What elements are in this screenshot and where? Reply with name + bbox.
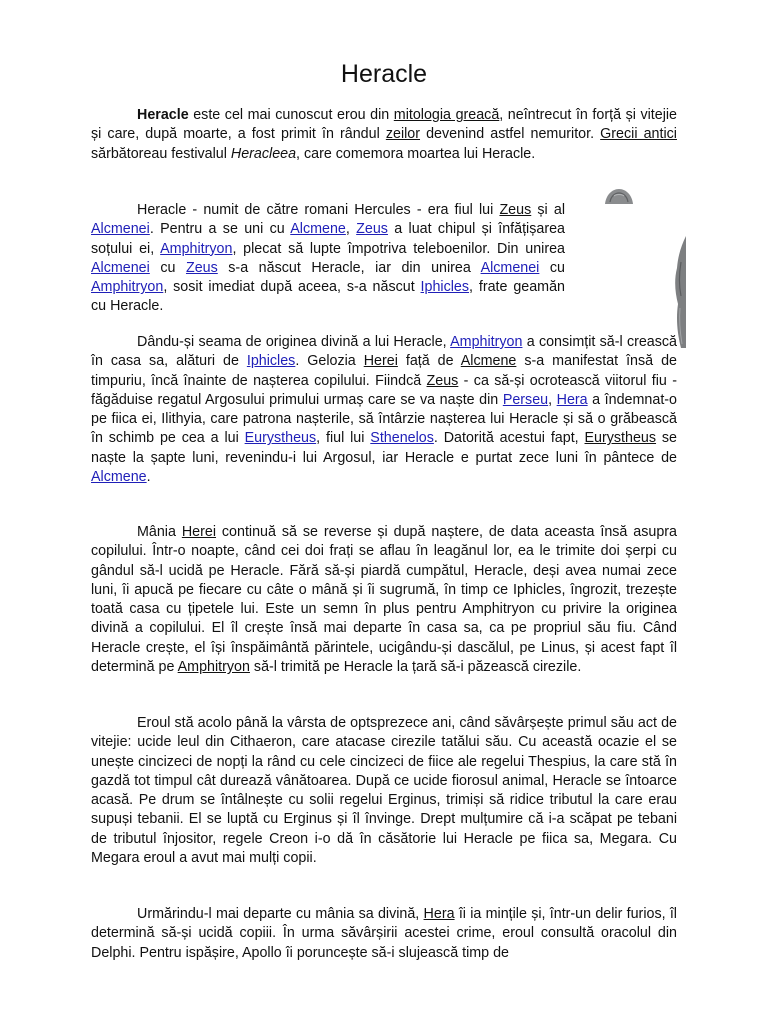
text-run: . [146,469,151,486]
link-iphicles[interactable]: Iphicles [246,353,296,370]
text-run: , sosit imediat după aceea, s-a născut [163,279,421,296]
link-alcmenei[interactable]: Alcmenei [91,259,150,276]
link-amphitryon[interactable]: Amphitryon [160,240,233,257]
link-iphicles[interactable]: Iphicles [420,279,470,296]
text-run: . Gelozia [295,353,364,370]
link-herei[interactable]: Herei [363,353,398,370]
text-run: , frate geamăn cu Heracle. [91,279,565,315]
text-run: față de [397,353,461,370]
text-run: , [548,391,557,408]
link-zeus[interactable]: Zeus [356,221,388,238]
italic-term-heracleea: Heracleea [230,145,297,162]
link-amphitryon[interactable]: Amphitryon [450,334,523,350]
link-alcmene[interactable]: Alcmene [290,221,346,238]
text-run: este cel mai cunoscut erou din [188,107,394,123]
page-title: Heracle [340,60,428,88]
text-run: Eroul stă acolo până la vârsta de optsprezece ani, când săvârșește primul său act de vitejie: ucide leul din Cithaeron, care atacase cirezile tatălui său. Cu această ocazie el se unește cincizeci de nopți la rând cu cele cincizeci de fiice ale regelui Thespius, la care stă în gazdă tot timpul cât durează vânătoarea. După ce ucide fiorosul animal, Heracle se întoarce acasă. Pe drum se întâlnește cu solii regelui Erginus, trimiși să ridice tributul la care erau supuși tebanii. El se luptă cu Erginus și îl învinge. Drept mulțumire că i-a scăpat pe tebani de tributul înjositor, regele Creon i-o dă în căsătorie lui Heracle pe fiica sa, Megara. Cu Megara eroul a avut mai mulți copii. [91,715,677,867]
text-run: , neîntrecut în forță și vitejie și care, după moarte, a fost primit în rândul [91,107,678,143]
link-eurystheus[interactable]: Eurystheus [244,430,317,447]
link-hera[interactable]: Hera [423,906,455,922]
text-run: continuă să se reverse și după naștere, de data aceasta însă asupra copilului. Într-o noapte, când cei doi frați se aflau în leagănul lor, ea le trimite doi șerpi cu gândul să-l ucidă pe Heracle. Fără să-și piardă cumpătul, Heracle, deși avea numai zece luni, îi apucă pe fiecare cu câte o mână și îi sugrumă, în timp ce Iphicles, îngrozit, trezește toată casa cu țipetele lui. Este un semn în plus pentru Amphitryon cu privire la originea divină a copilului. El îl crește însă mai departe în casa sa, ca pe propriul său fiu. Când Heracle crește, el își înspăimântă părintele, ucigându-și dascălul, pe Linus, și acest fapt îl determină pe [91,524,677,676]
link-zeus[interactable]: Zeus [426,372,459,389]
statue-image-fragment-side [672,236,686,348]
link-mitologia-greaca[interactable]: mitologia greacă [393,107,500,123]
text-run: , care comemora moartea lui Heracle. [296,145,536,162]
text-run: să-l trimită pe Heracle la țară să-i păzească cirezile. [249,659,582,676]
text-run: , fiul lui [316,430,371,447]
link-eurystheus[interactable]: Eurystheus [584,430,657,447]
link-alcmenei[interactable]: Alcmenei [91,221,150,238]
text-run: Dându-și seama de originea divină a lui Heracle, [137,334,451,350]
text-run: - ca să-și ocrotească viitorul fiu - făgăduise regatul Argosului primului urmaș care se va naște din [91,372,677,408]
link-alcmene[interactable]: Alcmene [91,469,147,486]
text-run: . Pentru a se uni cu [149,221,291,238]
link-amphitryon[interactable]: Amphitryon [91,279,164,296]
paragraph-birth [91,201,565,317]
text-run: Heracle - numit de către romani Hercules - era fiul lui [137,202,500,218]
link-perseu[interactable]: Perseu [502,391,549,408]
text-run: sărbătoreau festivalul [91,145,231,162]
link-sthenelos[interactable]: Sthenelos [370,430,434,447]
link-amphitryon[interactable]: Amphitryon [177,659,250,676]
paragraph-intro [91,106,677,164]
text-run: devenind astfel nemuritor. [420,126,601,143]
text-run: se naște la șapte luni, revenindu-i lui Argosul, iar Heracle e purtat zece luni în pântece de [91,430,678,466]
statue-image-fragment-top [603,186,635,204]
paragraph-serpents [91,523,677,677]
text-run: îi ia mințile și, într-un delir furios, îl determină să-și ucidă copiii. În urma săvârșirii acestei crime, eroul consultă oracolul din Delphi. Pentru ispășire, Apollo îi poruncește să-i slujească timp de [91,906,677,961]
text-run: a îndemnat-o pe fiica ei, Ilithyia, care patrona nașterile, să întârzie nașterea lui Heracle și să o grăbească în schimb pe cea a lui [91,391,678,447]
text-run: , [345,221,357,238]
link-alcmene[interactable]: Alcmene [460,353,517,370]
text-run: Mânia [137,524,182,540]
paragraph-madness [91,905,677,963]
text-run: cu [539,259,565,276]
text-run: Urmărindu-l mai departe cu mânia sa divină, [137,906,424,922]
bold-term-heracle: Heracle [137,107,189,123]
paragraph-first-feat [91,714,677,868]
link-grecii-antici[interactable]: Grecii antici [600,126,677,143]
link-zeus[interactable]: Zeus [499,202,532,218]
text-run: . Datorită acestui fapt, [433,430,585,447]
text-run: și al [531,202,566,218]
link-zeilor[interactable]: zeilor [385,126,421,143]
link-hera[interactable]: Hera [556,391,588,408]
paragraph-hera-jealousy [91,333,677,487]
text-run: , plecat să lupte împotriva teleboenilor. Din unirea [232,240,565,257]
text-run: a luat chipul și înfățișarea soțului ei, [91,221,565,257]
link-herei[interactable]: Herei [181,524,217,540]
text-run: s-a manifestat însă de timpuriu, încă înainte de nașterea copilului. Fiindcă [91,353,677,389]
link-zeus[interactable]: Zeus [185,259,218,276]
text-run: s-a născut Heracle, iar din unirea [217,259,481,276]
link-alcmenei[interactable]: Alcmenei [480,259,540,276]
text-run: a consimțit să-l crească în casa sa, alături de [91,334,677,370]
text-run: cu [149,259,186,276]
